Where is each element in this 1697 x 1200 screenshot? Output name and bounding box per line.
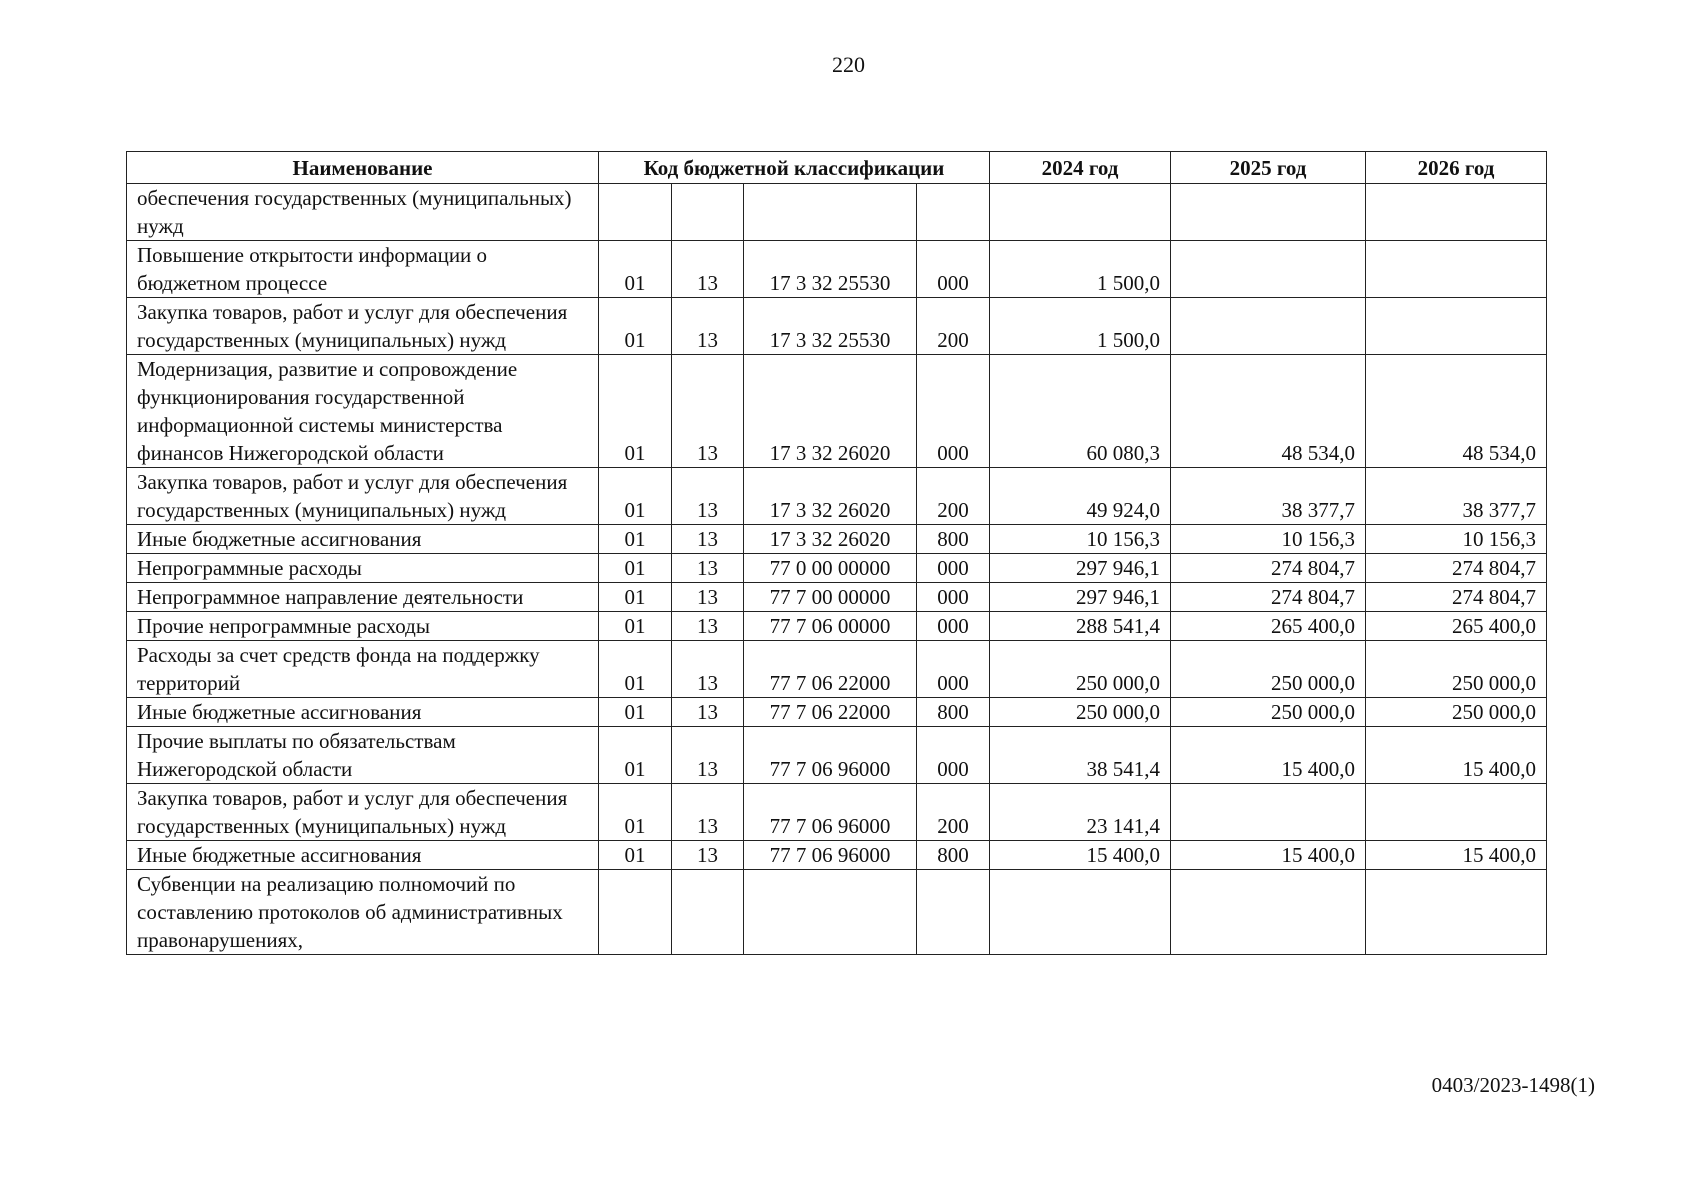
row-name: Модернизация, развитие и сопровождение функционирования государственной информационной системы министерства финансов Нижегородской области <box>127 355 599 468</box>
value-2026: 38 377,7 <box>1366 468 1547 525</box>
row-name: Субвенции на реализацию полномочий по составлению протоколов об административных правонарушениях, <box>127 870 599 955</box>
header-2025: 2025 год <box>1171 152 1366 184</box>
code-target <box>744 184 917 241</box>
row-name: обеспечения государственных (муниципальных) нужд <box>127 184 599 241</box>
value-2025: 15 400,0 <box>1171 841 1366 870</box>
value-2026: 250 000,0 <box>1366 698 1547 727</box>
code-expense-type <box>917 184 990 241</box>
value-2025: 274 804,7 <box>1171 554 1366 583</box>
code-section <box>599 184 672 241</box>
value-2026 <box>1366 870 1547 955</box>
code-target: 17 3 32 26020 <box>744 525 917 554</box>
row-name: Закупка товаров, работ и услуг для обеспечения государственных (муниципальных) нужд <box>127 468 599 525</box>
value-2025: 38 377,7 <box>1171 468 1366 525</box>
code-section: 01 <box>599 641 672 698</box>
table-row <box>127 641 1547 698</box>
value-2025: 250 000,0 <box>1171 698 1366 727</box>
code-expense-type <box>917 870 990 955</box>
code-subsection: 13 <box>672 612 744 641</box>
row-name: Закупка товаров, работ и услуг для обеспечения государственных (муниципальных) нужд <box>127 784 599 841</box>
code-section <box>599 870 672 955</box>
header-2026: 2026 год <box>1366 152 1547 184</box>
value-2024: 250 000,0 <box>990 698 1171 727</box>
code-subsection: 13 <box>672 641 744 698</box>
value-2026 <box>1366 298 1547 355</box>
code-target: 77 7 06 00000 <box>744 612 917 641</box>
header-name: Наименование <box>127 152 599 184</box>
value-2025 <box>1171 298 1366 355</box>
table-row <box>127 698 1547 727</box>
code-section: 01 <box>599 468 672 525</box>
code-section: 01 <box>599 727 672 784</box>
code-expense-type: 800 <box>917 698 990 727</box>
code-section: 01 <box>599 241 672 298</box>
value-2026: 265 400,0 <box>1366 612 1547 641</box>
value-2024: 297 946,1 <box>990 554 1171 583</box>
value-2024: 10 156,3 <box>990 525 1171 554</box>
value-2025: 265 400,0 <box>1171 612 1366 641</box>
table-header-row <box>127 152 1547 184</box>
row-name: Непрограммные расходы <box>127 554 599 583</box>
value-2025: 10 156,3 <box>1171 525 1366 554</box>
value-2026: 15 400,0 <box>1366 841 1547 870</box>
value-2024 <box>990 184 1171 241</box>
row-name: Прочие выплаты по обязательствам Нижегородской области <box>127 727 599 784</box>
value-2026: 274 804,7 <box>1366 583 1547 612</box>
table-row <box>127 241 1547 298</box>
value-2026: 274 804,7 <box>1366 554 1547 583</box>
value-2025: 250 000,0 <box>1171 641 1366 698</box>
code-subsection: 13 <box>672 727 744 784</box>
value-2025 <box>1171 870 1366 955</box>
header-code: Код бюджетной классификации <box>599 152 990 184</box>
table-row <box>127 841 1547 870</box>
value-2024: 297 946,1 <box>990 583 1171 612</box>
value-2025 <box>1171 784 1366 841</box>
code-subsection: 13 <box>672 841 744 870</box>
value-2025: 274 804,7 <box>1171 583 1366 612</box>
table-row <box>127 612 1547 641</box>
code-subsection: 13 <box>672 583 744 612</box>
code-subsection: 13 <box>672 698 744 727</box>
value-2025 <box>1171 184 1366 241</box>
code-section: 01 <box>599 612 672 641</box>
value-2026 <box>1366 784 1547 841</box>
code-target <box>744 870 917 955</box>
code-expense-type: 000 <box>917 554 990 583</box>
value-2024: 49 924,0 <box>990 468 1171 525</box>
row-name: Иные бюджетные ассигнования <box>127 841 599 870</box>
value-2024: 288 541,4 <box>990 612 1171 641</box>
code-section: 01 <box>599 841 672 870</box>
code-subsection: 13 <box>672 784 744 841</box>
code-subsection: 13 <box>672 468 744 525</box>
code-target: 77 7 00 00000 <box>744 583 917 612</box>
value-2025: 15 400,0 <box>1171 727 1366 784</box>
code-target: 77 7 06 96000 <box>744 727 917 784</box>
table-row <box>127 870 1547 955</box>
budget-table <box>126 151 1547 955</box>
code-expense-type: 800 <box>917 841 990 870</box>
code-target: 77 7 06 22000 <box>744 698 917 727</box>
code-expense-type: 000 <box>917 355 990 468</box>
code-target: 77 0 00 00000 <box>744 554 917 583</box>
table-row <box>127 583 1547 612</box>
table-row <box>127 784 1547 841</box>
value-2026 <box>1366 184 1547 241</box>
value-2026: 48 534,0 <box>1366 355 1547 468</box>
code-subsection <box>672 184 744 241</box>
code-expense-type: 200 <box>917 784 990 841</box>
code-section: 01 <box>599 698 672 727</box>
value-2024: 250 000,0 <box>990 641 1171 698</box>
value-2024: 23 141,4 <box>990 784 1171 841</box>
code-expense-type: 200 <box>917 468 990 525</box>
code-subsection: 13 <box>672 554 744 583</box>
code-expense-type: 000 <box>917 241 990 298</box>
value-2026: 250 000,0 <box>1366 641 1547 698</box>
value-2025 <box>1171 241 1366 298</box>
code-section: 01 <box>599 355 672 468</box>
code-section: 01 <box>599 784 672 841</box>
table-row <box>127 554 1547 583</box>
code-expense-type: 200 <box>917 298 990 355</box>
value-2024: 38 541,4 <box>990 727 1171 784</box>
row-name: Закупка товаров, работ и услуг для обеспечения государственных (муниципальных) нужд <box>127 298 599 355</box>
code-section: 01 <box>599 554 672 583</box>
code-subsection: 13 <box>672 298 744 355</box>
value-2024: 60 080,3 <box>990 355 1171 468</box>
value-2024: 1 500,0 <box>990 298 1171 355</box>
code-section: 01 <box>599 583 672 612</box>
code-target: 77 7 06 22000 <box>744 641 917 698</box>
code-target: 17 3 32 26020 <box>744 355 917 468</box>
table-row <box>127 727 1547 784</box>
table-row <box>127 468 1547 525</box>
page-number: 220 <box>832 52 865 77</box>
value-2024 <box>990 870 1171 955</box>
code-target: 77 7 06 96000 <box>744 784 917 841</box>
row-name: Расходы за счет средств фонда на поддержку территорий <box>127 641 599 698</box>
value-2026: 15 400,0 <box>1366 727 1547 784</box>
code-expense-type: 000 <box>917 641 990 698</box>
code-section: 01 <box>599 525 672 554</box>
document-code: 0403/2023-1498(1) <box>1431 1073 1595 1097</box>
table-row <box>127 184 1547 241</box>
code-expense-type: 000 <box>917 583 990 612</box>
table-row <box>127 525 1547 554</box>
table-row <box>127 355 1547 468</box>
code-target: 17 3 32 25530 <box>744 241 917 298</box>
value-2025: 48 534,0 <box>1171 355 1366 468</box>
value-2024: 1 500,0 <box>990 241 1171 298</box>
code-target: 17 3 32 26020 <box>744 468 917 525</box>
row-name: Прочие непрограммные расходы <box>127 612 599 641</box>
code-target: 77 7 06 96000 <box>744 841 917 870</box>
code-section: 01 <box>599 298 672 355</box>
value-2026: 10 156,3 <box>1366 525 1547 554</box>
table-body <box>127 184 1547 955</box>
row-name: Непрограммное направление деятельности <box>127 583 599 612</box>
row-name: Повышение открытости информации о бюджетном процессе <box>127 241 599 298</box>
code-subsection: 13 <box>672 525 744 554</box>
code-expense-type: 000 <box>917 612 990 641</box>
value-2024: 15 400,0 <box>990 841 1171 870</box>
value-2026 <box>1366 241 1547 298</box>
row-name: Иные бюджетные ассигнования <box>127 525 599 554</box>
code-subsection: 13 <box>672 241 744 298</box>
code-expense-type: 000 <box>917 727 990 784</box>
header-2024: 2024 год <box>990 152 1171 184</box>
code-target: 17 3 32 25530 <box>744 298 917 355</box>
table-row <box>127 298 1547 355</box>
code-expense-type: 800 <box>917 525 990 554</box>
code-subsection <box>672 870 744 955</box>
code-subsection: 13 <box>672 355 744 468</box>
row-name: Иные бюджетные ассигнования <box>127 698 599 727</box>
